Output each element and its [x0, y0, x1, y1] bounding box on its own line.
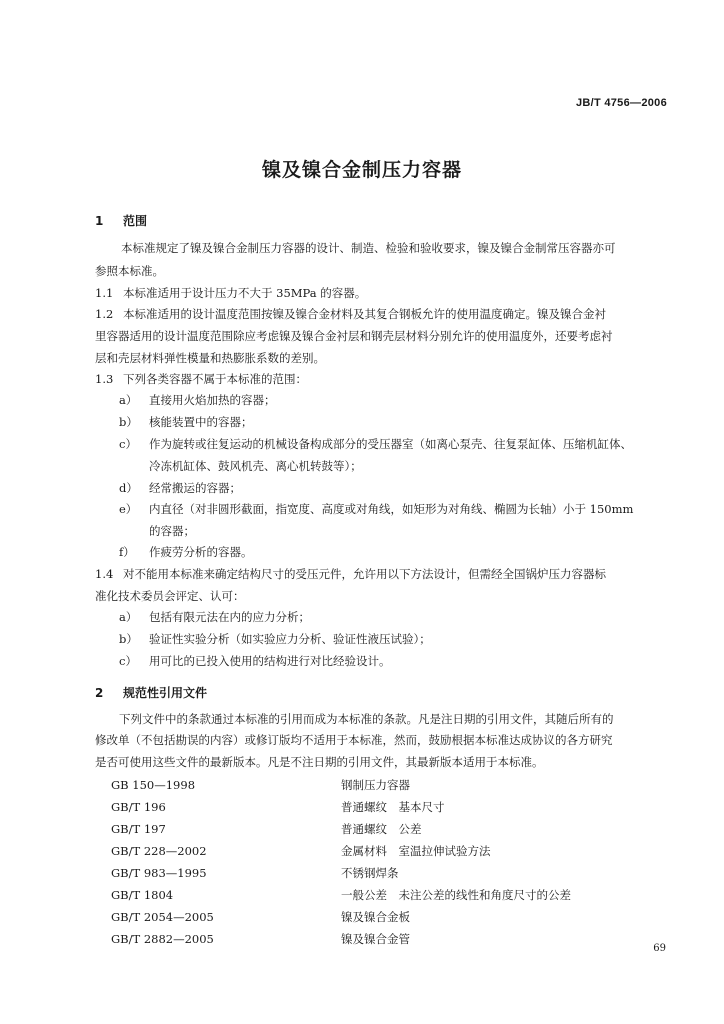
reference-code: GB/T 983—1995: [111, 866, 207, 880]
section-2-heading: [95, 686, 207, 700]
clause-number: 1.1: [95, 286, 114, 300]
list-text: 作为旋转或往复运动的机械设备构成部分的受压器室（如离心泵壳、往复泵缸体、压缩机缸体、: [149, 437, 632, 451]
section-title: 规范性引用文件: [123, 686, 208, 700]
clause-1-2: [95, 307, 606, 321]
list-text: 核能装置中的容器；: [149, 415, 253, 429]
list-continuation: 冷冻机缸体、鼓风机壳、离心机转鼓等）；: [149, 459, 362, 473]
clause-1-3: [95, 372, 307, 386]
list-item: [119, 610, 310, 624]
clause-text: 本标准适用于设计压力不大于 35MPa 的容器。: [123, 286, 367, 300]
paragraph-line: 修改单（不包括勘误的内容）或修订版均不适用于本标准，然而，鼓励根据本标准达成协议的各方研究: [95, 733, 613, 747]
list-text: 内直径（对非圆形截面，指宽度、高度或对角线，如矩形为对角线、椭圆为长轴）小于 150mm: [149, 502, 634, 516]
list-continuation: 的容器；: [149, 524, 195, 538]
reference-row: [0, 932, 724, 946]
document-title: 镍及镍合金制压力容器: [261, 159, 462, 181]
reference-code: GB/T 196: [111, 800, 166, 814]
clause-1-1: [95, 286, 366, 300]
list-label: a）: [119, 393, 138, 407]
reference-row: [0, 866, 724, 880]
reference-name: 普通螺纹 基本尺寸: [341, 800, 445, 814]
clause-number: 1.4: [95, 567, 114, 581]
list-label: c）: [119, 437, 137, 451]
list-label: a）: [119, 610, 138, 624]
list-item: [119, 502, 633, 516]
reference-name: 金属材料 室温拉伸试验方法: [341, 844, 491, 858]
paragraph-line: 本标准规定了镍及镍合金制压力容器的设计、制造、检验和验收要求，镍及镍合金制常压容器亦可: [121, 241, 616, 255]
clause-text: 下列各类容器不属于本标准的范围：: [123, 372, 307, 386]
section-number: 2: [95, 686, 104, 700]
page-number: 69: [653, 943, 666, 954]
paragraph-line: 准化技术委员会评定、认可：: [95, 589, 245, 603]
list-label: d）: [119, 481, 138, 495]
paragraph-line: 下列文件中的条款通过本标准的引用而成为本标准的条款。凡是注日期的引用文件，其随后所有的: [119, 712, 614, 726]
list-text: 经常搬运的容器；: [149, 481, 241, 495]
list-label: f）: [119, 545, 135, 559]
reference-name: 普通螺纹 公差: [341, 822, 422, 836]
reference-code: GB/T 228—2002: [111, 844, 207, 858]
section-number: 1: [95, 214, 104, 228]
list-label: e）: [119, 502, 138, 516]
reference-name: 不锈钢焊条: [341, 866, 399, 880]
list-text: 作疲劳分析的容器。: [149, 545, 253, 559]
reference-row: [0, 822, 724, 836]
reference-code: GB 150—1998: [111, 778, 196, 792]
list-item: [119, 481, 241, 495]
paragraph-line: 参照本标准。: [95, 264, 164, 278]
paragraph-line: 是否可使用这些文件的最新版本。凡是不注日期的引用文件，其最新版本适用于本标准。: [95, 755, 544, 769]
list-item: [119, 545, 253, 559]
reference-code: GB/T 2054—2005: [111, 910, 214, 924]
reference-row: [0, 910, 724, 924]
reference-name: 钢制压力容器: [341, 778, 410, 792]
clause-number: 1.3: [95, 372, 114, 386]
paragraph-line: 里容器适用的设计温度范围除应考虑镍及镍合金衬层和钢壳层材料分别允许的使用温度外，还要考虑衬: [95, 329, 613, 343]
list-text: 用可比的已投入使用的结构进行对比经验设计。: [149, 654, 391, 668]
reference-code: GB/T 2882—2005: [111, 932, 214, 946]
reference-code: GB/T 197: [111, 822, 166, 836]
paragraph-line: 层和壳层材料弹性模量和热膨胀系数的差别。: [95, 351, 325, 365]
reference-name: 镍及镍合金板: [341, 910, 410, 924]
clause-text: 本标准适用的设计温度范围按镍及镍合金材料及其复合钢板允许的使用温度确定。镍及镍合金衬: [123, 307, 606, 321]
list-label: c）: [119, 654, 137, 668]
list-text: 验证性实验分析（如实验应力分析、验证性液压试验）；: [149, 632, 431, 646]
list-item: [119, 437, 632, 451]
clause-text: 对不能用本标准来确定结构尺寸的受压元件，允许用以下方法设计，但需经全国锅炉压力容器标: [123, 567, 606, 581]
list-item: [119, 393, 276, 407]
reference-name: 镍及镍合金管: [341, 932, 410, 946]
list-text: 直接用火焰加热的容器；: [149, 393, 276, 407]
list-label: b）: [119, 632, 138, 646]
standard-code: JB/T 4756—2006: [575, 97, 667, 109]
reference-row: [0, 844, 724, 858]
section-1-heading: [95, 214, 147, 228]
reference-name: 一般公差 未注公差的线性和角度尺寸的公差: [341, 888, 571, 902]
clause-1-4: [95, 567, 606, 581]
list-item: [119, 654, 391, 668]
reference-code: GB/T 1804: [111, 888, 174, 902]
reference-row: [0, 888, 724, 902]
reference-row: [0, 778, 724, 792]
list-item: [119, 632, 431, 646]
list-item: [119, 415, 253, 429]
list-label: b）: [119, 415, 138, 429]
list-text: 包括有限元法在内的应力分析；: [149, 610, 310, 624]
section-title: 范围: [123, 214, 148, 228]
clause-number: 1.2: [95, 307, 114, 321]
reference-row: [0, 800, 724, 814]
